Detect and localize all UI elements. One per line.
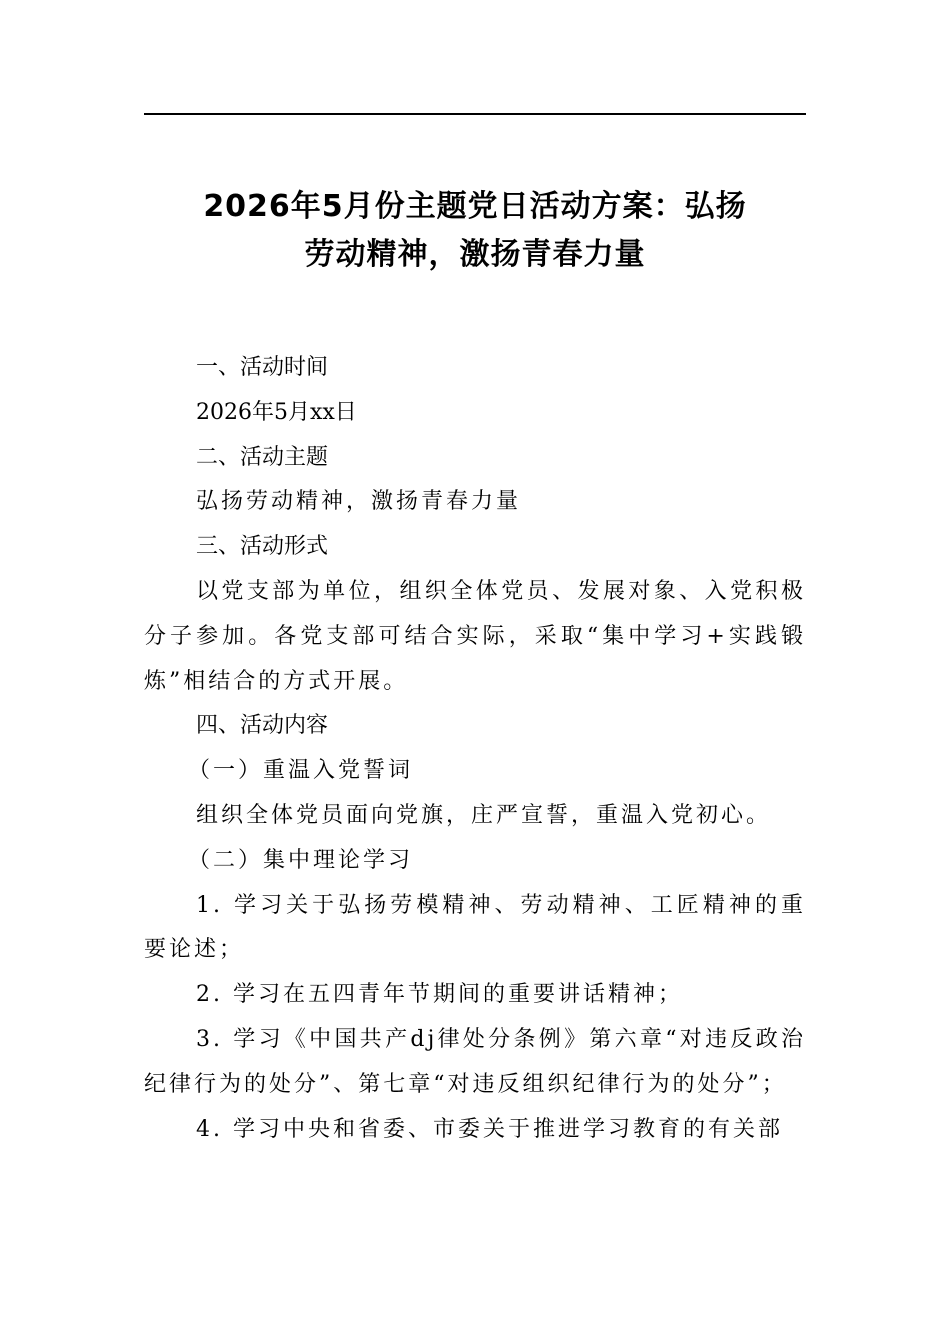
study-item-4: 4. 学习中央和省委、市委关于推进学习教育的有关部 <box>196 1116 783 1142</box>
section-heading-form: 三、活动形式 <box>196 534 329 560</box>
section-text-theme: 弘扬劳动精神，激扬青春力量 <box>196 489 522 515</box>
header-rule <box>144 113 806 115</box>
subsection-heading-study: （二）集中理论学习 <box>188 847 414 873</box>
study-item-3: 3. 学习《中国共产dj律处分条例》第六章“对违反政治纪律行为的处分”、第七章“对违反组织纪律行为的处分”； <box>144 1026 806 1097</box>
study-item-2: 2. 学习在五四青年节期间的重要讲话精神； <box>196 982 683 1008</box>
subsection-text-oath: 组织全体党员面向党旗，庄严宣誓，重温入党初心。 <box>196 802 772 828</box>
section-text-time: 2026年5月xx日 <box>196 399 357 425</box>
section-heading-theme: 二、活动主题 <box>196 444 329 470</box>
title-line-1: 2026年5月份主题党日活动方案：弘扬 <box>203 189 747 224</box>
section-heading-time: 一、活动时间 <box>196 355 329 380</box>
document-title <box>144 183 806 279</box>
subsection-heading-oath: （一）重温入党誓词 <box>188 758 414 784</box>
section-heading-content: 四、活动内容 <box>196 713 329 739</box>
document-body <box>144 346 806 1152</box>
section-text-form: 以党支部为单位，组织全体党员、发展对象、入党积极分子参加。各党支部可结合实际，采取“集中学习+实践锻炼”相结合的方式开展。 <box>144 578 806 694</box>
study-item-1: 1. 学习关于弘扬劳模精神、劳动精神、工匠精神的重要论述； <box>144 892 806 963</box>
title-line-2: 劳动精神，激扬青春力量 <box>304 237 646 272</box>
